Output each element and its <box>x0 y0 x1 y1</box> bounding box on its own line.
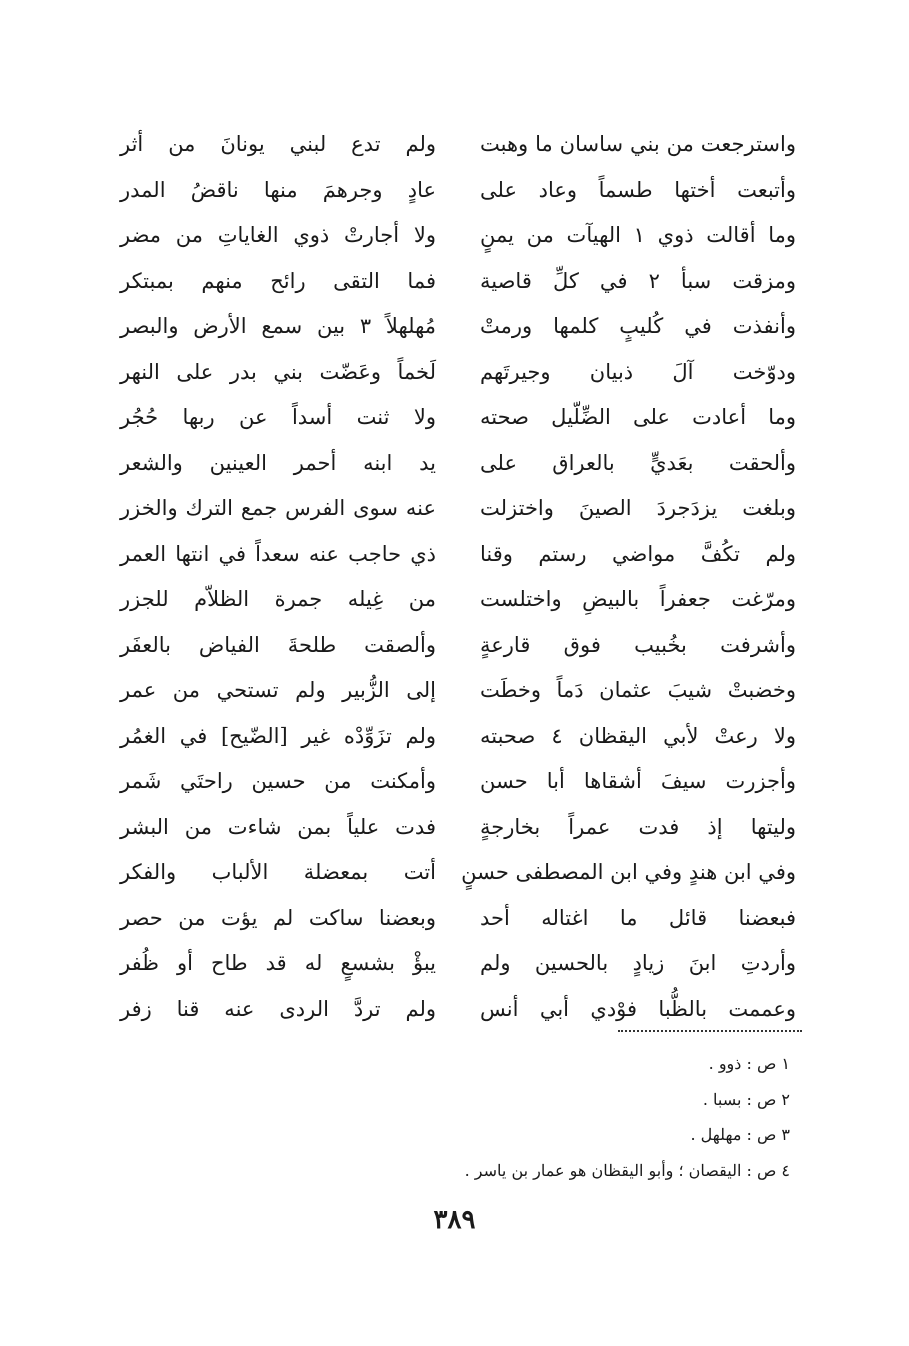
hemistich-first: وبلغت يزدَجردَ الصينَ واختزلت <box>480 496 796 521</box>
verse-line <box>120 168 796 214</box>
hemistich-first: وما أقالت ذوي ١ الهيآت من يمنٍ <box>480 223 796 248</box>
hemistich-second: من غِيله جمرة الظلاّم للجزر <box>120 587 436 612</box>
hemistich-second: عنه سوى الفرس جمع الترك والخزر <box>120 496 436 521</box>
verse-line <box>120 259 796 305</box>
footnotes <box>230 1046 790 1188</box>
verse-line <box>120 395 796 441</box>
hemistich-first: وأردتِ ابنَ زيادٍ بالحسين ولم <box>480 951 796 976</box>
footnote-separator <box>618 1030 802 1032</box>
verse-line <box>120 532 796 578</box>
verse-line <box>120 213 796 259</box>
hemistich-first: وأنفذت في كُليبٍ كلمها ورمتْ <box>480 314 796 339</box>
hemistich-first: ومرّغت جعفراً بالبيضِ واختلست <box>480 587 796 612</box>
hemistich-second: ولا ثنت أسداً عن ربها حُجُر <box>120 405 436 430</box>
verse-line <box>120 805 796 851</box>
hemistich-second: يبؤْ بشسعٍ له قد طاح أو ظُفر <box>120 951 436 976</box>
verse-line <box>120 896 796 942</box>
hemistich-second: إلى الزُّبير ولم تستحي من عمر <box>120 678 436 703</box>
verse-line <box>120 668 796 714</box>
hemistich-second: أتت بمعضلة الألباب والفكر <box>120 860 436 885</box>
hemistich-second: عادٍ وجرهمَ منها ناقضُ المدر <box>120 177 436 202</box>
verse-line <box>120 304 796 350</box>
verse-line <box>120 850 796 896</box>
hemistich-first: ولا رعتْ لأبي اليقظان ٤ صحبته <box>480 723 796 748</box>
verse-line <box>120 350 796 396</box>
verse-line <box>120 577 796 623</box>
hemistich-first: ودوّخت آلَ ذبيان وجيرتَهم <box>480 359 796 384</box>
hemistich-second: ولم تردَّ الردى عنه قنا زفر <box>120 996 436 1021</box>
footnote: ٢ ص : بسبا . <box>702 1089 790 1109</box>
hemistich-first: وأتبعت أختها طسماً وعاد على <box>480 177 796 202</box>
hemistich-second: لَخماً وعَضّت بني بدر على النهر <box>120 359 436 384</box>
hemistich-first: وألحقت بعَديٍّ بالعراق على <box>480 450 796 475</box>
footnote: ٣ ص : مهلهل . <box>690 1125 790 1144</box>
footnote: ١ ص : ذوو . <box>708 1054 790 1073</box>
hemistich-second: فما التقى رائح منهم بمبتكر <box>120 268 436 293</box>
hemistich-second: وبعضنا ساكت لم يؤت من حصر <box>120 905 436 930</box>
hemistich-second: ذي حاجب عنه سعداً في انتها العمر <box>120 541 436 566</box>
hemistich-second: ولم تدع لبني يونانَ من أثر <box>120 132 436 157</box>
hemistich-second: ولا أجارتْ ذوي الغاياتِ من مضر <box>120 223 436 248</box>
hemistich-first: وما أعادت على الضِّلّيل صحته <box>480 405 796 430</box>
hemistich-second: فدت علياً بمن شاءت من البشر <box>120 814 436 839</box>
verse-line <box>120 623 796 669</box>
hemistich-first: فبعضنا قائل ما اغتاله أحد <box>480 905 796 930</box>
verse-line <box>120 714 796 760</box>
hemistich-first: وأجزرت سيفَ أشقاها أبا حسن <box>480 769 796 794</box>
poem-body <box>120 122 796 1032</box>
hemistich-first: وفي ابن هندٍ وفي ابن المصطفى حسنٍ <box>461 860 796 885</box>
hemistich-second: مُهلهلاً ٣ بين سمع الأرض والبصر <box>120 314 436 339</box>
hemistich-second: وأمكنت من حسين راحتَي شَمر <box>120 769 436 794</box>
verse-line <box>120 441 796 487</box>
footnote: ٤ ص : اليقصان ؛ وأبو اليقظان هو عمار بن ياسر . <box>464 1160 790 1180</box>
hemistich-first: ولم تكُفَّ مواضي رستم وقنا <box>480 541 796 566</box>
verse-line <box>120 122 796 168</box>
page-number: ٣٨٩ <box>433 1205 476 1235</box>
hemistich-first: وليتها إذ فدت عمراً بخارجةٍ <box>480 814 796 839</box>
hemistich-first: وأشرفت بخُبيب فوق قارعةٍ <box>480 632 796 657</box>
hemistich-first: وخضبتْ شيبَ عثمان دَماً وخطَت <box>480 678 796 703</box>
hemistich-first: وعممت بالظُّبا فوْدي أبي أنس <box>480 996 796 1021</box>
verse-line <box>120 486 796 532</box>
hemistich-first: واسترجعت من بني ساسان ما وهبت <box>480 132 796 157</box>
hemistich-first: ومزقت سبأ ٢ في كلِّ قاصية <box>480 268 796 293</box>
verse-line <box>120 987 796 1033</box>
hemistich-second: وألصقت طلحةَ الفياض بالعفَر <box>120 632 436 657</box>
verse-line <box>120 941 796 987</box>
verse-line <box>120 759 796 805</box>
hemistich-second: ولم تزَوِّدْه غير [الضّيح] في الغمُر <box>120 723 436 748</box>
hemistich-second: يد ابنه أحمر العينين والشعر <box>120 450 436 475</box>
